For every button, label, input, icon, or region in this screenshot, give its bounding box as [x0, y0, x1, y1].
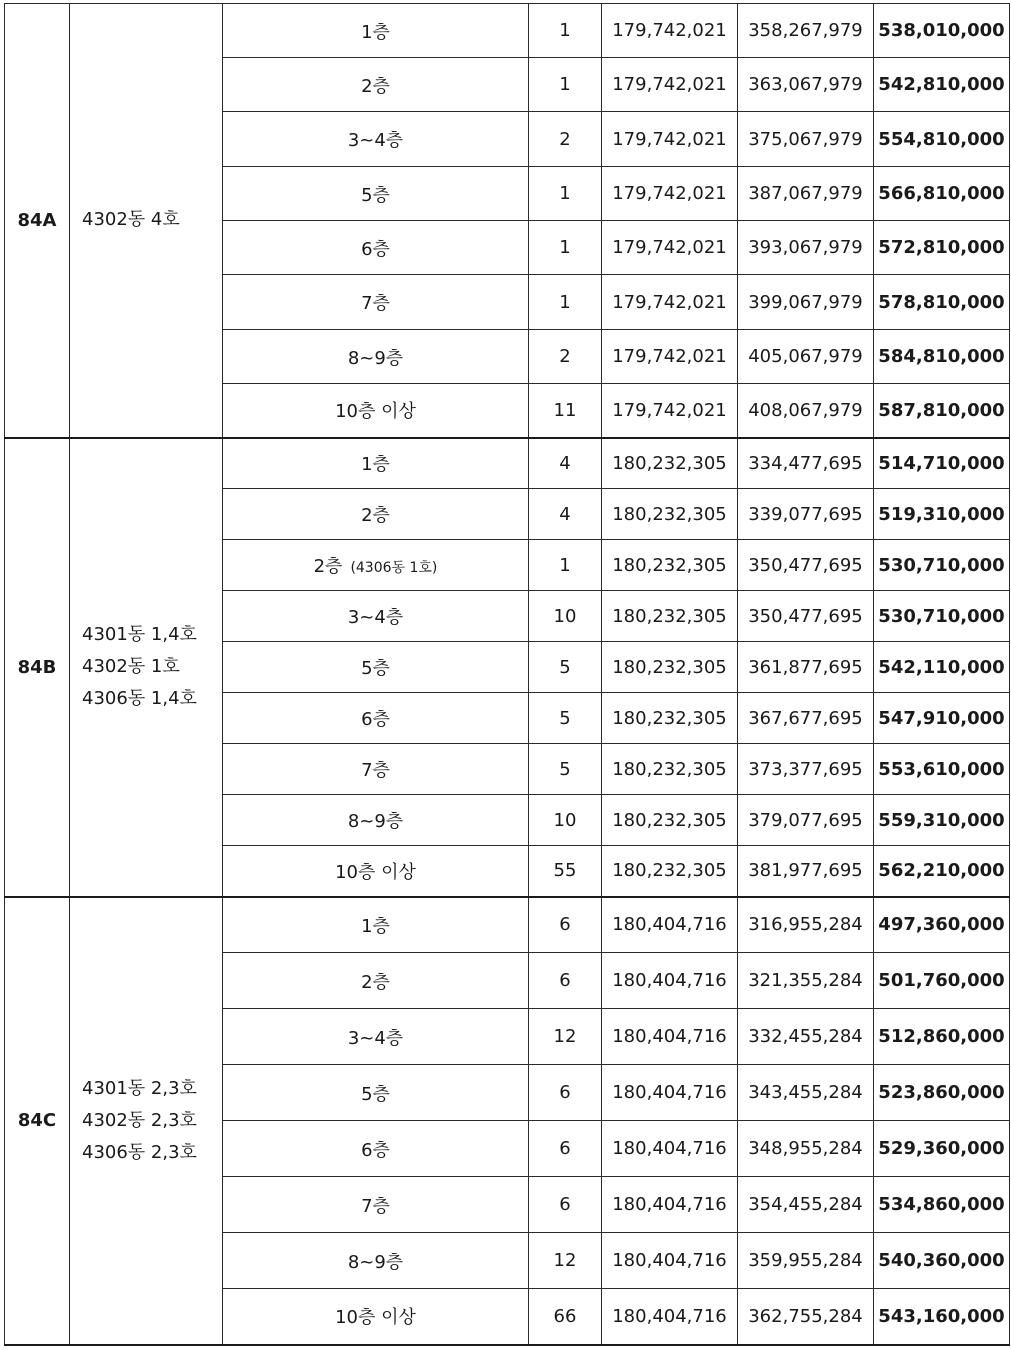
land-price-cell: 179,742,021	[602, 221, 738, 275]
total-price-cell: 540,360,000	[874, 1233, 1010, 1289]
unit-count-cell: 1	[529, 540, 602, 591]
unit-count-cell: 12	[529, 1009, 602, 1065]
building-price-cell: 348,955,284	[738, 1121, 874, 1177]
building-price-cell: 381,977,695	[738, 846, 874, 897]
unit-count-cell: 55	[529, 846, 602, 897]
unit-count-cell: 1	[529, 58, 602, 112]
floor-label: 10층 이상	[335, 861, 416, 883]
building-price-cell: 367,677,695	[738, 693, 874, 744]
floor-cell	[223, 642, 529, 693]
land-price-cell: 180,232,305	[602, 846, 738, 897]
building-price-cell: 350,477,695	[738, 540, 874, 591]
building-price-cell: 373,377,695	[738, 744, 874, 795]
land-price-cell: 179,742,021	[602, 58, 738, 112]
floor-label: 3~4층	[347, 130, 404, 151]
floor-cell	[223, 384, 529, 438]
total-price-cell: 519,310,000	[874, 489, 1010, 540]
floor-label: 3~4층	[347, 607, 404, 628]
land-price-cell: 180,404,716	[602, 1009, 738, 1065]
floor-cell	[223, 221, 529, 275]
building-price-cell: 321,355,284	[738, 953, 874, 1009]
building-price-cell: 334,477,695	[738, 438, 874, 489]
land-price-cell: 180,404,716	[602, 897, 738, 953]
land-price-cell: 180,232,305	[602, 642, 738, 693]
floor-cell	[223, 58, 529, 112]
total-price-cell: 523,860,000	[874, 1065, 1010, 1121]
land-price-cell: 179,742,021	[602, 384, 738, 438]
floor-note: (4306동 1호)	[350, 560, 438, 576]
building-price-cell: 339,077,695	[738, 489, 874, 540]
unit-count-cell: 6	[529, 1177, 602, 1233]
building-price-cell: 361,877,695	[738, 642, 874, 693]
building-price-cell: 359,955,284	[738, 1233, 874, 1289]
unit-number-line: 4302동 2,3호	[82, 1109, 197, 1131]
land-price-cell: 180,232,305	[602, 795, 738, 846]
unit-number-line: 4306동 2,3호	[82, 1141, 197, 1163]
building-price-cell: 399,067,979	[738, 275, 874, 330]
floor-label: 7층	[361, 293, 390, 314]
unit-number-line: 4301동 1,4호	[82, 624, 197, 645]
total-price-cell: 547,910,000	[874, 693, 1010, 744]
total-price-cell: 512,860,000	[874, 1009, 1010, 1065]
total-price-cell: 566,810,000	[874, 167, 1010, 221]
floor-cell	[223, 438, 529, 489]
unit-count-cell: 10	[529, 795, 602, 846]
unit-number-line: 4306동 1,4호	[82, 688, 197, 709]
building-price-cell: 387,067,979	[738, 167, 874, 221]
land-price-cell: 180,404,716	[602, 1177, 738, 1233]
total-price-cell: 538,010,000	[874, 4, 1010, 58]
floor-cell	[223, 1233, 529, 1289]
unit-count-cell: 12	[529, 1233, 602, 1289]
total-price-cell: 559,310,000	[874, 795, 1010, 846]
land-price-cell: 179,742,021	[602, 112, 738, 167]
building-price-cell: 379,077,695	[738, 795, 874, 846]
land-price-cell: 179,742,021	[602, 4, 738, 58]
unit-count-cell: 1	[529, 4, 602, 58]
floor-cell	[223, 1177, 529, 1233]
unit-numbers-cell	[70, 438, 223, 897]
floor-cell	[223, 489, 529, 540]
land-price-cell: 179,742,021	[602, 167, 738, 221]
floor-label: 2층	[361, 75, 390, 97]
table-row	[5, 4, 1010, 58]
unit-count-cell: 4	[529, 438, 602, 489]
floor-label: 6층	[361, 709, 390, 730]
unit-count-cell: 66	[529, 1289, 602, 1345]
floor-label: 10층 이상	[335, 401, 416, 423]
total-price-cell: 530,710,000	[874, 540, 1010, 591]
floor-cell	[223, 540, 529, 591]
floor-cell	[223, 795, 529, 846]
land-price-cell: 180,404,716	[602, 1233, 738, 1289]
total-price-cell: 542,810,000	[874, 58, 1010, 112]
floor-label: 6층	[361, 1139, 390, 1161]
total-price-cell: 529,360,000	[874, 1121, 1010, 1177]
total-price-cell: 501,760,000	[874, 953, 1010, 1009]
building-price-cell: 393,067,979	[738, 221, 874, 275]
unit-count-cell: 1	[529, 221, 602, 275]
building-price-cell: 363,067,979	[738, 58, 874, 112]
unit-numbers-cell	[70, 4, 223, 438]
total-price-cell: 543,160,000	[874, 1289, 1010, 1345]
unit-count-cell: 6	[529, 897, 602, 953]
total-price-cell: 584,810,000	[874, 330, 1010, 384]
floor-cell	[223, 744, 529, 795]
floor-label: 6층	[361, 238, 390, 260]
land-price-cell: 180,404,716	[602, 953, 738, 1009]
floor-label: 1층	[361, 21, 390, 43]
floor-cell	[223, 167, 529, 221]
land-price-cell: 180,232,305	[602, 591, 738, 642]
floor-cell	[223, 1121, 529, 1177]
total-price-cell: 572,810,000	[874, 221, 1010, 275]
unit-count-cell: 11	[529, 384, 602, 438]
floor-label: 8~9층	[347, 811, 404, 832]
building-price-cell: 358,267,979	[738, 4, 874, 58]
total-price-cell: 534,860,000	[874, 1177, 1010, 1233]
floor-label: 2층	[361, 505, 390, 526]
floor-label: 7층	[361, 1195, 390, 1217]
unit-type-cell: 84B	[5, 438, 70, 897]
floor-label: 2층	[313, 556, 343, 577]
floor-label: 1층	[361, 454, 390, 476]
floor-label: 10층 이상	[335, 1307, 416, 1329]
total-price-cell: 554,810,000	[874, 112, 1010, 167]
total-price-cell: 587,810,000	[874, 384, 1010, 438]
land-price-cell: 180,404,716	[602, 1121, 738, 1177]
floor-cell	[223, 112, 529, 167]
total-price-cell: 530,710,000	[874, 591, 1010, 642]
floor-cell	[223, 846, 529, 897]
floor-cell	[223, 591, 529, 642]
land-price-cell: 179,742,021	[602, 275, 738, 330]
total-price-cell: 514,710,000	[874, 438, 1010, 489]
unit-count-cell: 5	[529, 693, 602, 744]
floor-cell	[223, 330, 529, 384]
building-price-cell: 350,477,695	[738, 591, 874, 642]
land-price-cell: 180,232,305	[602, 540, 738, 591]
unit-numbers-cell	[70, 897, 223, 1345]
land-price-cell: 180,404,716	[602, 1289, 738, 1345]
building-price-cell: 375,067,979	[738, 112, 874, 167]
unit-number-line: 4301동 2,3호	[82, 1077, 197, 1099]
floor-label: 8~9층	[347, 1251, 404, 1273]
unit-count-cell: 1	[529, 167, 602, 221]
unit-count-cell: 5	[529, 744, 602, 795]
unit-count-cell: 4	[529, 489, 602, 540]
unit-type-cell: 84C	[5, 897, 70, 1345]
unit-number-line: 4302동 1호	[82, 656, 180, 677]
floor-cell	[223, 953, 529, 1009]
floor-cell	[223, 1289, 529, 1345]
building-price-cell: 343,455,284	[738, 1065, 874, 1121]
floor-cell	[223, 1065, 529, 1121]
total-price-cell: 553,610,000	[874, 744, 1010, 795]
table-row	[5, 897, 1010, 953]
unit-number-line: 4302동 4호	[82, 209, 180, 231]
floor-label: 7층	[361, 760, 390, 781]
unit-count-cell: 2	[529, 112, 602, 167]
floor-label: 5층	[361, 658, 390, 679]
land-price-cell: 180,232,305	[602, 744, 738, 795]
floor-cell	[223, 1009, 529, 1065]
floor-label: 2층	[361, 971, 390, 993]
building-price-cell: 316,955,284	[738, 897, 874, 953]
unit-count-cell: 1	[529, 275, 602, 330]
floor-label: 3~4층	[347, 1027, 404, 1049]
unit-type-cell: 84A	[5, 4, 70, 438]
land-price-cell: 179,742,021	[602, 330, 738, 384]
floor-label: 5층	[361, 184, 390, 206]
unit-count-cell: 6	[529, 1065, 602, 1121]
building-price-cell: 408,067,979	[738, 384, 874, 438]
floor-label: 5층	[361, 1083, 390, 1105]
floor-label: 8~9층	[347, 347, 404, 369]
total-price-cell: 542,110,000	[874, 642, 1010, 693]
building-price-cell: 354,455,284	[738, 1177, 874, 1233]
building-price-cell: 332,455,284	[738, 1009, 874, 1065]
land-price-cell: 180,232,305	[602, 693, 738, 744]
floor-cell	[223, 693, 529, 744]
floor-cell	[223, 275, 529, 330]
floor-label: 1층	[361, 915, 390, 937]
floor-cell	[223, 4, 529, 58]
unit-count-cell: 6	[529, 953, 602, 1009]
total-price-cell: 562,210,000	[874, 846, 1010, 897]
building-price-cell: 362,755,284	[738, 1289, 874, 1345]
price-table	[4, 3, 1010, 1346]
unit-count-cell: 6	[529, 1121, 602, 1177]
table-row	[5, 438, 1010, 489]
building-price-cell: 405,067,979	[738, 330, 874, 384]
unit-count-cell: 2	[529, 330, 602, 384]
land-price-cell: 180,404,716	[602, 1065, 738, 1121]
unit-count-cell: 10	[529, 591, 602, 642]
total-price-cell: 578,810,000	[874, 275, 1010, 330]
land-price-cell: 180,232,305	[602, 489, 738, 540]
land-price-cell: 180,232,305	[602, 438, 738, 489]
total-price-cell: 497,360,000	[874, 897, 1010, 953]
floor-cell	[223, 897, 529, 953]
unit-count-cell: 5	[529, 642, 602, 693]
